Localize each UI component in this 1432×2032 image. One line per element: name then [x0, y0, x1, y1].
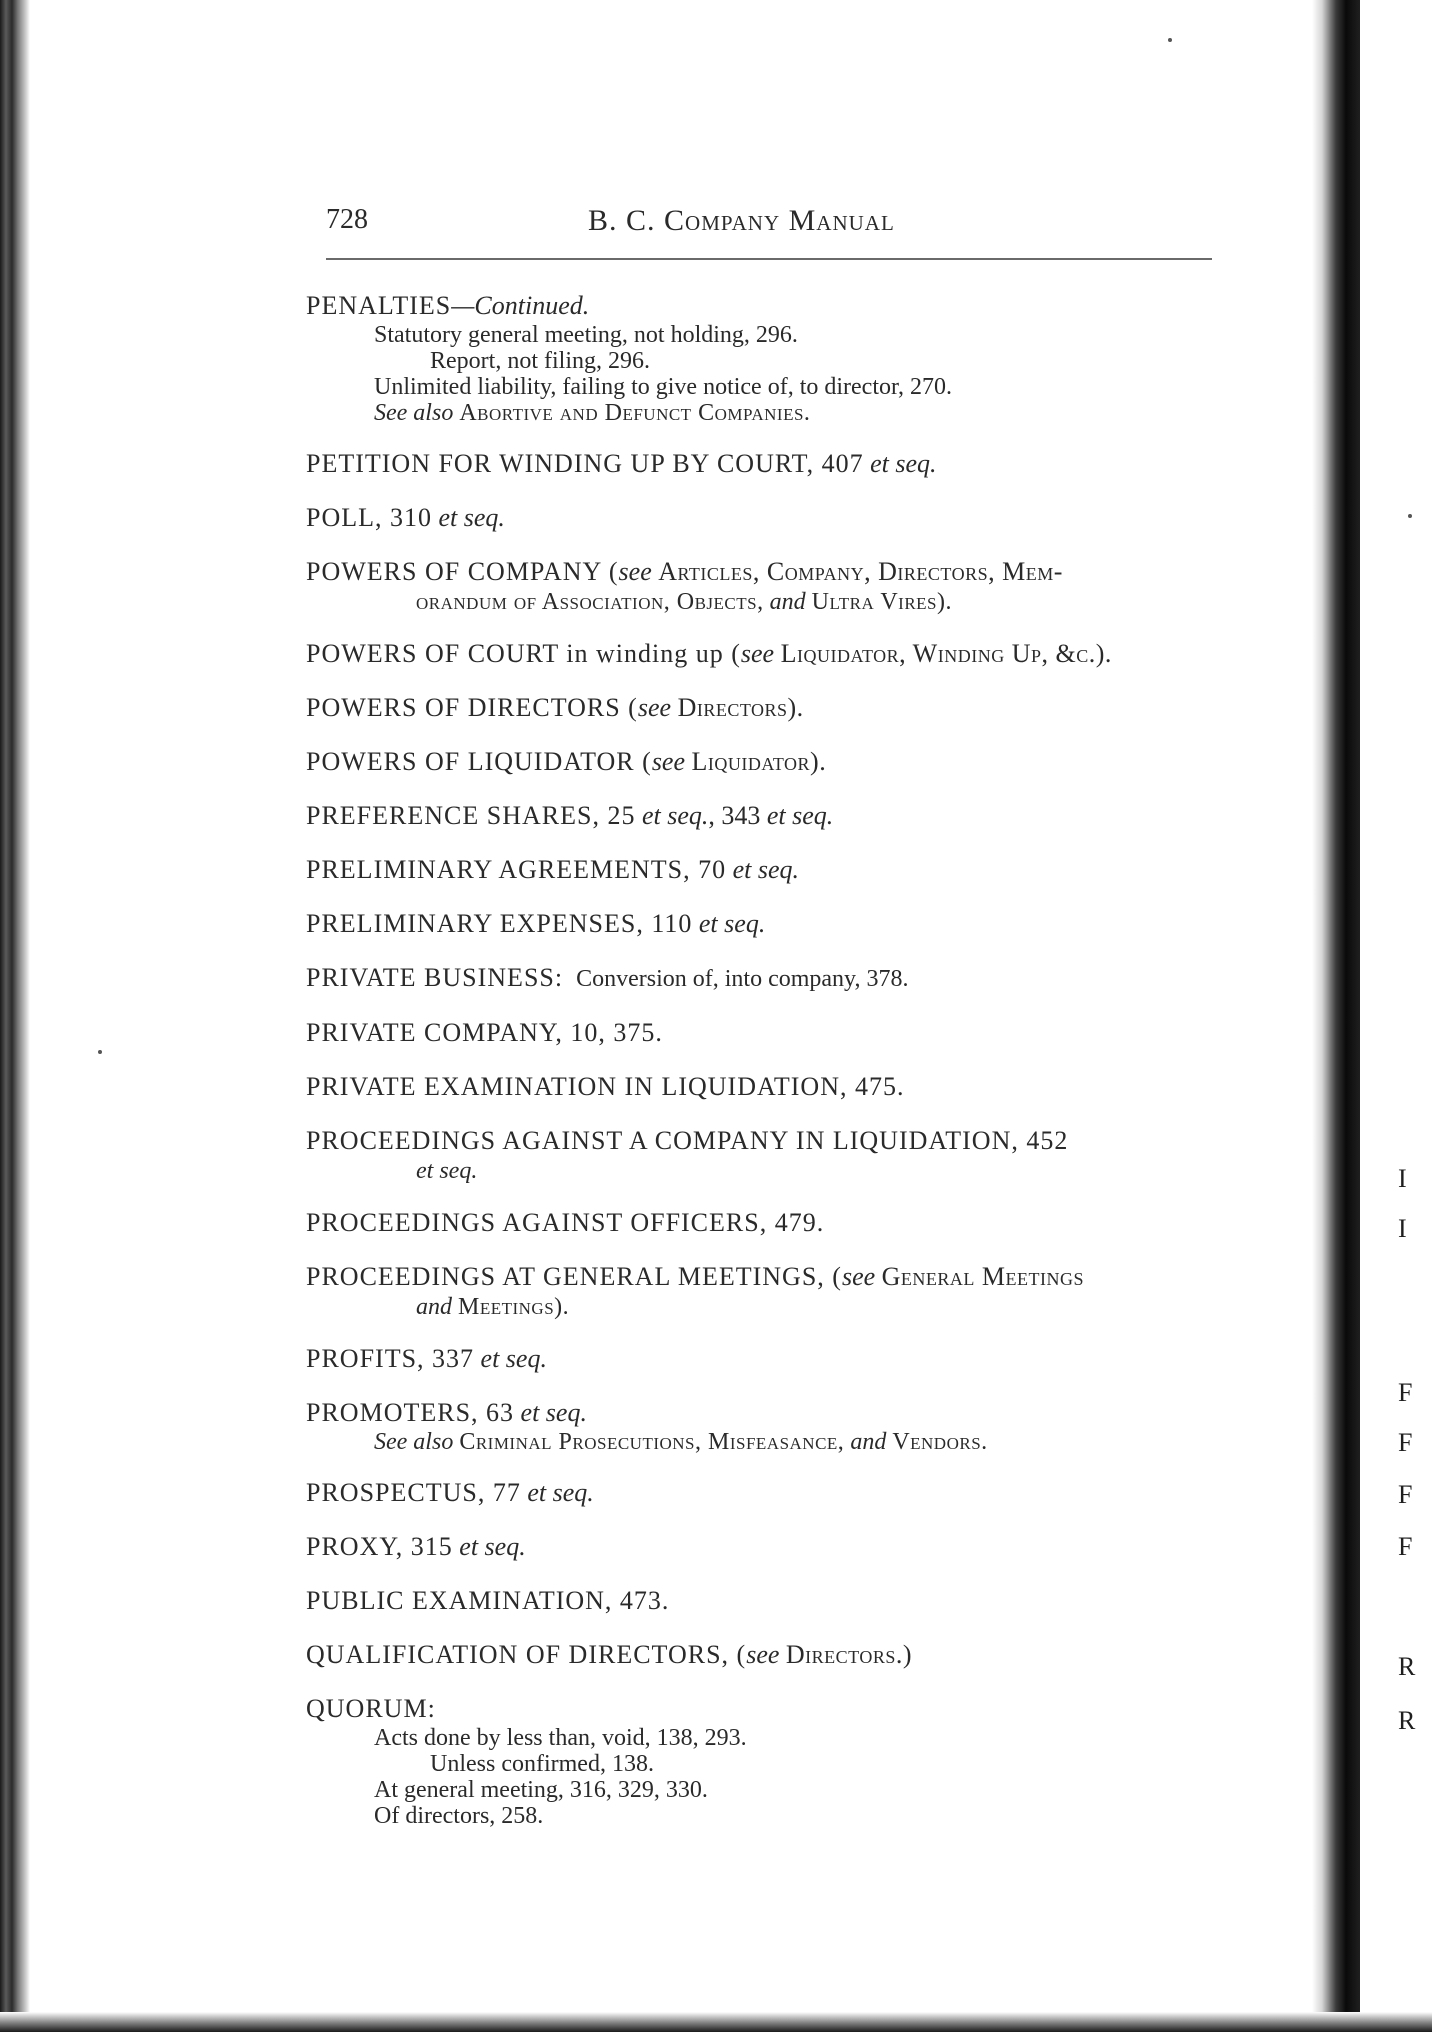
cross-reference-target: Liquidator). [691, 747, 827, 776]
and-label: and [850, 1429, 887, 1455]
index-entries [306, 290, 1206, 1851]
index-entry-proceedings-meetings [306, 1261, 1206, 1321]
entry-heading: POWERS OF COMPANY ( [306, 557, 619, 586]
et-seq: et seq. [641, 801, 709, 830]
facing-page-letter: F [1398, 1428, 1413, 1457]
cross-reference-target: Ultra Vires). [811, 589, 952, 615]
cross-reference-target: Articles, Company, Directors, Mem- [658, 557, 1063, 586]
see-label: see [637, 693, 672, 722]
cross-reference [306, 400, 1206, 426]
index-entry-preliminary-agreements [306, 854, 1206, 886]
cross-reference-target: Meetings). [458, 1294, 570, 1320]
entry-heading: POWERS OF DIRECTORS ( [306, 693, 638, 722]
facing-page-letter: F [1398, 1480, 1413, 1509]
index-entry-private-examination [306, 1071, 1206, 1103]
entry-heading: PROXY, 315 [306, 1532, 453, 1561]
page-ref: , 343 [708, 801, 761, 830]
index-entry-preliminary-expenses [306, 908, 1206, 940]
index-entry-private-business [306, 962, 1206, 995]
cross-reference-target: Liquidator, Winding Up, &c.). [780, 639, 1112, 668]
index-entry-private-company [306, 1017, 1206, 1049]
entry-heading: PROCEEDINGS AGAINST A COMPANY IN LIQUIDATION, 452 [306, 1126, 1069, 1155]
see-label: see [651, 747, 686, 776]
cross-reference-target: Abortive and Defunct Companies. [459, 400, 811, 426]
subentry: Acts done by less than, void, 138, 293. [374, 1725, 747, 1751]
index-entry-proxy [306, 1531, 1206, 1563]
et-seq: et seq. [520, 1398, 587, 1427]
facing-page-letter: F [1398, 1378, 1413, 1407]
et-seq: et seq. [698, 909, 766, 938]
entry-heading: PREFERENCE SHARES, 25 [306, 801, 636, 830]
entry-heading: PRIVATE EXAMINATION IN LIQUIDATION, 475. [306, 1072, 905, 1101]
page-title: B. C. Company Manual [588, 204, 895, 237]
entry-heading: PRELIMINARY AGREEMENTS, 70 [306, 855, 727, 884]
subentry: Unless confirmed, 138. [430, 1751, 654, 1777]
et-seq: et seq. [438, 503, 505, 532]
cross-reference-target: Directors.) [785, 1640, 913, 1669]
paper-speck [1408, 514, 1412, 518]
index-entry-promoters [306, 1397, 1206, 1455]
entry-text: Conversion of, into company, 378. [576, 966, 909, 992]
entry-heading: QUALIFICATION OF DIRECTORS, ( [306, 1640, 747, 1669]
et-seq: et seq. [527, 1478, 594, 1507]
subentry: Statutory general meeting, not holding, 296. [374, 322, 798, 348]
entry-heading: POLL, 310 [306, 503, 432, 532]
subentry: Unlimited liability, failing to give notice of, to director, 270. [374, 374, 953, 400]
entry-heading: POWERS OF LIQUIDATOR ( [306, 747, 652, 776]
entry-heading: QUORUM: [306, 1694, 436, 1723]
subentry: Of directors, 258. [374, 1803, 544, 1829]
et-seq: et seq. [732, 855, 800, 884]
see-label: see [746, 1640, 780, 1669]
cross-reference-target: Directors). [677, 693, 804, 722]
entry-heading: PRIVATE COMPANY, 10, 375. [306, 1018, 663, 1047]
index-entry-powers-company [306, 556, 1206, 616]
cross-reference-target: Criminal Prosecutions, Misfeasance, [459, 1429, 845, 1455]
entry-heading: PRIVATE BUSINESS: [306, 963, 564, 992]
et-seq: et seq. [480, 1344, 547, 1373]
header-rule [326, 258, 1212, 260]
cross-reference-target: orandum of Association, Objects, [416, 589, 764, 615]
entry-heading: PROCEEDINGS AGAINST OFFICERS, 479. [306, 1208, 825, 1237]
cross-reference-target: Vendors. [892, 1429, 988, 1455]
index-entry-prospectus [306, 1477, 1206, 1509]
and-label: and [769, 589, 806, 615]
subentry: Report, not filing, 296. [430, 348, 650, 374]
index-entry-public-examination [306, 1585, 1206, 1617]
index-entry-penalties [306, 290, 1206, 426]
entry-heading: PROFITS, 337 [306, 1344, 475, 1373]
index-entry-quorum [306, 1693, 1206, 1829]
page-number: 728 [326, 204, 368, 235]
index-entry-proceedings-officers [306, 1207, 1206, 1239]
see-label: see [740, 639, 775, 668]
book-gutter [1312, 0, 1360, 2032]
et-seq: et seq. [416, 1158, 478, 1184]
entry-heading: PUBLIC EXAMINATION, 473. [306, 1586, 670, 1615]
entry-heading: PROCEEDINGS AT GENERAL MEETINGS, ( [306, 1262, 842, 1291]
facing-page-letter: R [1398, 1706, 1416, 1735]
and-label: and [416, 1294, 452, 1320]
facing-page-letter: F [1398, 1532, 1413, 1561]
et-seq: et seq. [870, 449, 937, 478]
see-label: see [841, 1262, 876, 1291]
book-edge-bottom [0, 2012, 1432, 2032]
index-entry-powers-court [306, 638, 1206, 670]
running-head [326, 204, 1214, 252]
entry-heading: PENALTIES [306, 291, 452, 320]
see-also-label: See also [374, 400, 454, 426]
entry-heading: PROMOTERS, 63 [306, 1398, 515, 1427]
see-also-label: See also [374, 1429, 454, 1455]
facing-page-edge-letters [1398, 0, 1432, 2000]
paper-speck [1168, 38, 1172, 42]
index-entry-preference-shares [306, 800, 1206, 832]
cross-reference-target: General Meetings [881, 1262, 1085, 1291]
paper-speck [98, 1050, 102, 1054]
index-entry-petition [306, 448, 1206, 480]
facing-page-letter: R [1398, 1652, 1416, 1681]
et-seq: et seq. [459, 1532, 526, 1561]
see-label: see [618, 557, 652, 586]
index-entry-powers-directors [306, 692, 1206, 724]
et-seq: et seq. [766, 801, 834, 830]
entry-heading: POWERS OF COURT in winding up ( [306, 639, 741, 668]
index-entry-qualification [306, 1639, 1206, 1671]
entry-heading: PROSPECTUS, 77 [306, 1478, 521, 1507]
subentry: At general meeting, 316, 329, 330. [374, 1777, 708, 1803]
index-entry-powers-liquidator [306, 746, 1206, 778]
entry-heading: PRELIMINARY EXPENSES, 110 [306, 909, 693, 938]
index-entry-proceedings-company [306, 1125, 1206, 1185]
facing-page-letter: I [1398, 1214, 1407, 1243]
facing-page-letter: I [1398, 1164, 1407, 1193]
continued-label: —Continued. [451, 291, 590, 320]
index-entry-poll [306, 502, 1206, 534]
index-entry-profits [306, 1343, 1206, 1375]
entry-heading: PETITION FOR WINDING UP BY COURT, 407 [306, 449, 864, 478]
